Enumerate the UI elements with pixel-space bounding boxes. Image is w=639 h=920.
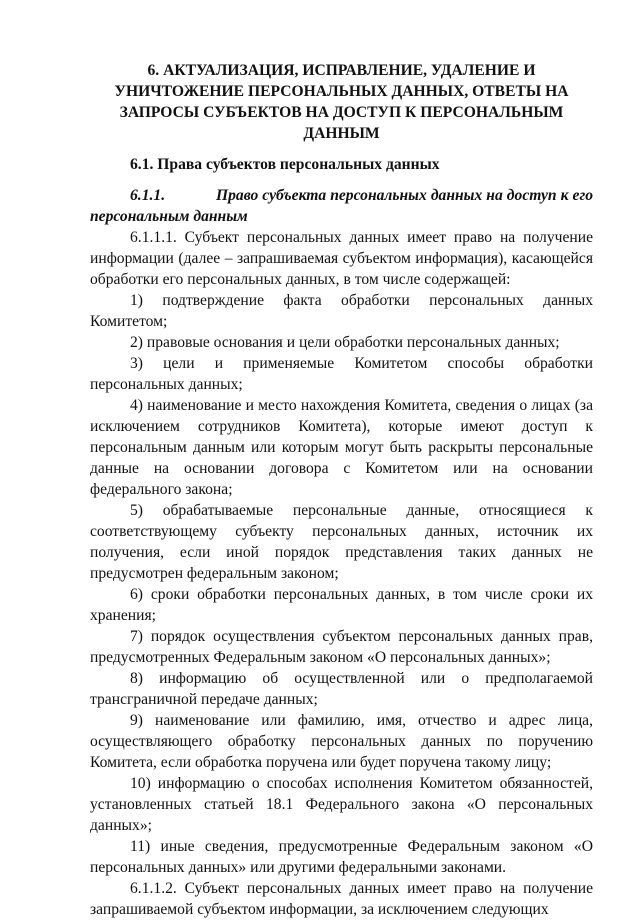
list-item: 4) наименование и место нахождения Комитета, сведения о лицах (за исключением сотрудников Комитета), которые имеют доступ к персональным данным или которым могут быть раскрыты персональные данные на основании договора с Комитетом или на основании федерального закона; bbox=[90, 397, 593, 498]
subsection-heading bbox=[90, 185, 593, 206]
list-item: 3) цели и применяемые Комитетом способы обработки персональных данных; bbox=[90, 355, 593, 393]
section-heading: 6.1. Права субъектов персональных данных bbox=[130, 156, 440, 173]
title-line: ЗАПРОСЫ СУБЪЕКТОВ НА ДОСТУП К ПЕРСОНАЛЬНЫМ bbox=[119, 104, 564, 121]
subsection-title-line1: Право субъекта персональных данных на доступ к его bbox=[216, 187, 593, 204]
title-line: 6. АКТУАЛИЗАЦИЯ, ИСПРАВЛЕНИЕ, УДАЛЕНИЕ И bbox=[147, 62, 536, 79]
list-item: 9) наименование или фамилию, имя, отчество и адрес лица, осуществляющего обработку персональных данных по поручению Комитета, если обработка поручена или будет поручена такому лицу; bbox=[90, 712, 593, 771]
title-line: ДАННЫМ bbox=[303, 125, 380, 142]
paragraph: 6.1.1.2. Субъект персональных данных имеет право на получение запрашиваемой субъектом информации, за исключением следующих bbox=[90, 880, 593, 918]
document-title bbox=[90, 60, 593, 144]
list-item: 10) информацию о способах исполнения Комитетом обязанностей, установленных статьей 18.1 Федерального закона «О персональных данных»; bbox=[90, 775, 593, 834]
subsection-number: 6.1.1. bbox=[130, 187, 166, 204]
list-item: 6) сроки обработки персональных данных, в том числе сроки их хранения; bbox=[90, 586, 593, 624]
list-item: 8) информацию об осуществленной или о предполагаемой трансграничной передаче данных; bbox=[90, 670, 593, 708]
list-item: 5) обрабатываемые персональные данные, относящиеся к соответствующему субъекту персональных данных, источник их получения, если иной порядок представления таких данных не предусмотрен федеральным законом; bbox=[90, 502, 593, 582]
list-item: 7) порядок осуществления субъектом персональных данных прав, предусмотренных Федеральным законом «О персональных данных»; bbox=[90, 628, 593, 666]
paragraph: 6.1.1.1. Субъект персональных данных имеет право на получение информации (далее – запрашиваемая субъектом информация), касающейся обработки его персональных данных, в том числе содержащей: bbox=[90, 229, 593, 288]
list-item: 1) подтверждение факта обработки персональных данных Комитетом; bbox=[90, 292, 593, 330]
list-item: 11) иные сведения, предусмотренные Федеральным законом «О персональных данных» или другими федеральными законами. bbox=[90, 838, 593, 876]
subsection-title-line2: персональным данным bbox=[90, 208, 248, 225]
title-line: УНИЧТОЖЕНИЕ ПЕРСОНАЛЬНЫХ ДАННЫХ, ОТВЕТЫ НА bbox=[114, 83, 569, 100]
list-item: 2) правовые основания и цели обработки персональных данных; bbox=[130, 334, 560, 351]
